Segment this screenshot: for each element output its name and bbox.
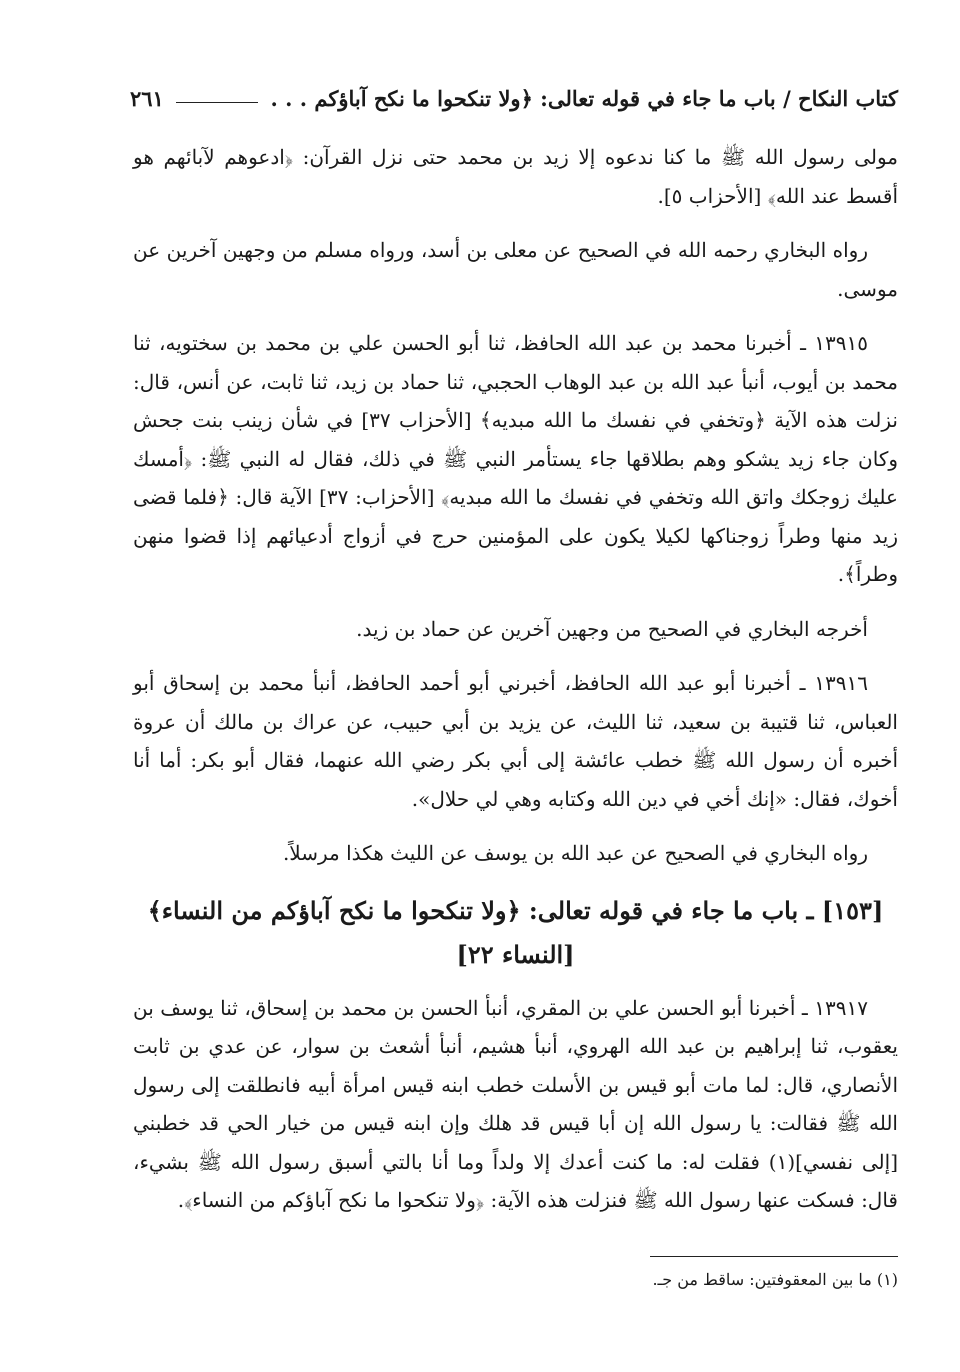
footnote: (١) ما بين المعقوفتين: ساقط من جـ.: [652, 1270, 898, 1289]
paragraph-bukhari-note-1: رواه البخاري رحمه الله في الصحيح عن معلى بن أسد، ورواه مسلم من وجهين آخرين عن موسى.: [133, 238, 898, 301]
hadith-13917: ١٣٩١٧ ـ أخبرنا أبو الحسن علي بن المقري، أنبأ الحسن بن محمد بن إسحاق، ثنا يوسف بن يعقوب، ثنا إبراهيم بن عبد الله الهروي، أنبأ هشيم، أنبأ أشعث بن سوار، عن عدي بن ثابت الأنصاري، قال: لما مات أبو قيس بن الأسلت خطب ابنه قيس امرأة أبيه فانطلقت إلى رسول الله ﷺ فقالت: يا رسول الله إن أبا قيس قد هلك وإن ابنه قيس من خيار الحي قد خطبني [إلى نفسي](١) فقلت له: ما كنت أعدك إلا ولداً وما أنا بالتي أسبق رسول الله ﷺ بشيء، قال: فسكت عنها رسول الله ﷺ فنزلت هذه الآية: ﴿ولا تنكحوا ما نكح آباؤكم من النساء﴾.: [133, 995, 899, 1212]
paragraph-bukhari-note-3: رواه البخاري في الصحيح عن عبد الله بن يوسف عن الليث هكذا مرسلاً.: [282, 841, 868, 865]
paragraph-bukhari-note-2: أخرجه البخاري في الصحيح من وجهين آخرين عن حماد بن زيد.: [356, 616, 868, 641]
page-number: ٢٦١: [130, 85, 164, 111]
hadith-13915: ١٣٩١٥ ـ أخبرنا محمد بن عبد الله الحافظ، ثنا أبو الحسن علي بن محمد بن سختويه، ثنا محمد بن أيوب، أنبأ عبد الله بن عبد الوهاب الحجبي، ثنا حماد بن زيد، ثنا ثابت، عن أنس، قال: نزلت هذه الآية ﴿وتخفي في نفسك ما الله مبديه﴾ [الأحزاب ٣٧] في شأن زينب بنت جحش وكان جاء زيد يشكو وهم بطلاقها جاء يستأمر النبي ﷺ في ذلك، فقال له النبي ﷺ: ﴿أمسك عليك زوجكك واتق الله وتخفي في نفسك ما الله مبديه﴾ [الأحزاب: ٣٧] الآية قال: ﴿فلما قضى زيد منها وطراً زوجناكها لكيلا يكون على المؤمنين حرج في أزواج أدعيائهم إذا قضوا منهن وطراً﴾.: [133, 331, 898, 586]
chapter-heading-line2: [النساء ٢٢]: [456, 939, 575, 969]
running-head-title: كتاب النكاح / باب ما جاء في قوله تعالى: ﴿ولا تنكحوا ما نكح آباؤكم . . .: [270, 85, 898, 111]
hadith-13916: ١٣٩١٦ ـ أخبرنا أبو عبد الله الحافظ، أخبرني أبو أحمد الحافظ، أنبأ محمد بن إسحاق أبو العباس، ثنا قتيبة بن سعيد، ثنا الليث، عن يزيد بن أبي حبيب، عن عراك بن مالك أن عروة أخبره أن رسول الله ﷺ خطب عائشة إلى أبي بكر رضي الله عنهما، فقال أبو بكر: أما أنا أخوك، فقال: «إنك أخي في دين الله وكتابه وهي لي حلال».: [133, 671, 898, 811]
body-text: [133, 138, 898, 1236]
footnote-divider: [650, 1256, 898, 1257]
running-head: [130, 78, 898, 118]
chapter-heading-line1: [١٥٣] ـ باب ما جاء في قوله تعالى: ﴿ولا تنكحوا ما نكح آباؤكم من النساء﴾: [147, 895, 884, 925]
paragraph-continuation: مولى رسول الله ﷺ ما كنا ندعوه إلا زيد بن محمد حتى نزل القرآن: ﴿ادعوهم لآبائهم هو أقسط عند الله﴾ [الأحزاب ٥].: [133, 145, 898, 208]
running-head-rule: [176, 102, 259, 103]
chapter-heading: [133, 889, 898, 977]
